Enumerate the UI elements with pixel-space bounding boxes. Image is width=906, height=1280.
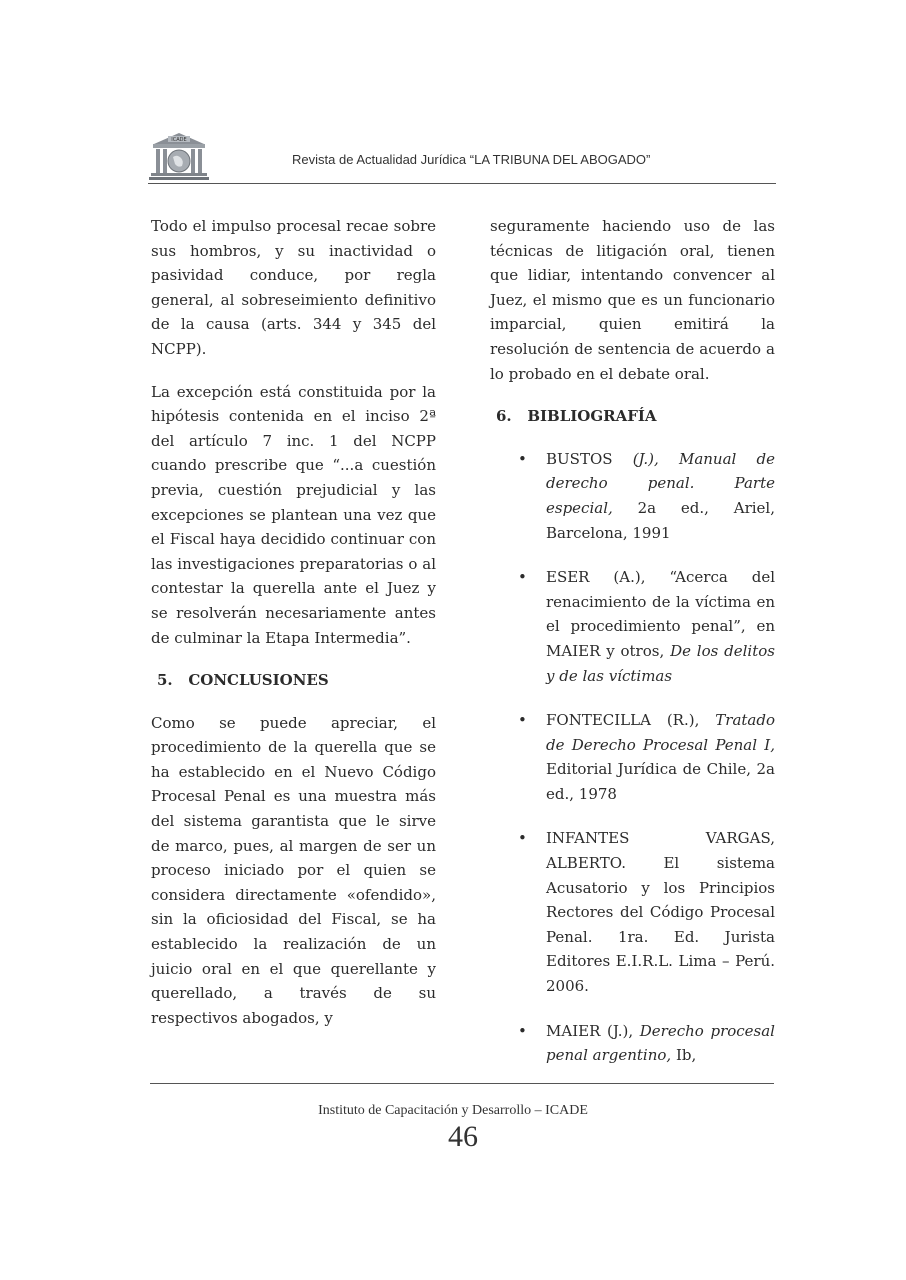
footer-divider [150,1083,774,1084]
bib-title: (J.), Manual de derecho penal. Parte especial, [546,449,775,517]
bib-author: BUSTOS [546,449,633,468]
bullet-icon: • [518,449,527,468]
bib-author: MAIER (J.), [546,1021,640,1040]
left-column [151,214,436,1030]
bib-title: Derecho procesal penal argentino, [546,1021,775,1065]
list-item [490,826,775,998]
list-item [490,565,775,688]
bullet-icon: • [518,711,527,730]
bib-title: Tratado de Derecho Procesal Penal I, [546,711,775,754]
bib-title: De los delitos y de las víctimas [546,641,775,685]
bullet-icon: • [518,1021,527,1040]
bullet-icon: • [518,568,527,587]
bib-details: Ib, [671,1046,697,1065]
bib-author: FONTECILLA (R.), [546,711,716,730]
paragraph: Todo el impulso procesal recae sobre sus hombros, y su inactividad o pasividad conduce, por regla general, al sobreseimiento definitivo de la causa (arts. 344 y 345 del NCPP). [151,217,436,358]
header-divider [148,183,776,184]
paragraph: La excepción está constituida por la hipótesis contenida en el inciso 2ª del artículo 7 inc. 1 del NCPP cuando prescribe que “...a cuestión previa, cuestión prejudicial y las excepciones se plantean una vez que el Fiscal haya decidido continuar con las investigaciones preparatorias o al contestar la querella ante el Juez y se resolverán necesariamente antes de culminar la Etapa Intermedia”. [151,382,436,647]
page-number: 46 [448,1120,478,1153]
section-heading-bibliografia: 6. BIBLIOGRAFÍA [496,407,657,426]
bib-details: Editorial Jurídica de Chile, 2a ed., 1978 [546,760,775,803]
list-item [490,447,775,545]
right-column [490,214,775,1068]
paragraph: Como se puede apreciar, el procedimiento de la querella que se ha establecido en el Nuevo Código Procesal Penal es una muestra más del sistema garantista que le sirve de marco, pues, al margen de ser un proceso iniciado por el quien se considera directamente «ofendido», sin la oficiosidad del Fiscal, se ha establecido la realización de un juicio oral en el que querellante y querellado, a través de su respectivos abogados, y [151,713,436,1027]
svg-text:ICADE: ICADE [171,137,187,143]
bullet-icon: • [518,829,527,848]
footer-institute: Instituto de Capacitación y Desarrollo – ICADE [318,1103,588,1118]
journal-title: Revista de Actualidad Jurídica “LA TRIBUNA DEL ABOGADO” [292,152,651,167]
section-heading-conclusiones: 5. CONCLUSIONES [157,671,329,690]
bibliography-list [490,447,775,1068]
list-item [490,708,775,806]
bib-text: ESER (A.), “Acerca del renacimiento de la víctima en el procedimiento penal”, en MAIER y otros, [546,568,775,660]
list-item [490,1019,775,1068]
paragraph: seguramente haciendo uso de las técnicas de litigación oral, tienen que lidiar, intentando convencer al Juez, el mismo que es un funcionario imparcial, quien emitirá la resolución de sentencia de acuerdo a lo probado en el debate oral. [490,217,775,383]
bib-details: 2a ed., Ariel, Barcelona, 1991 [546,498,775,542]
bib-text: INFANTES VARGAS, ALBERTO. El sistema Acusatorio y los Principios Rectores del Código Procesal Penal. 1ra. Ed. Jurista Editores E.I.R.L. Lima – Perú. 2006. [546,829,775,996]
icade-logo [148,130,210,182]
